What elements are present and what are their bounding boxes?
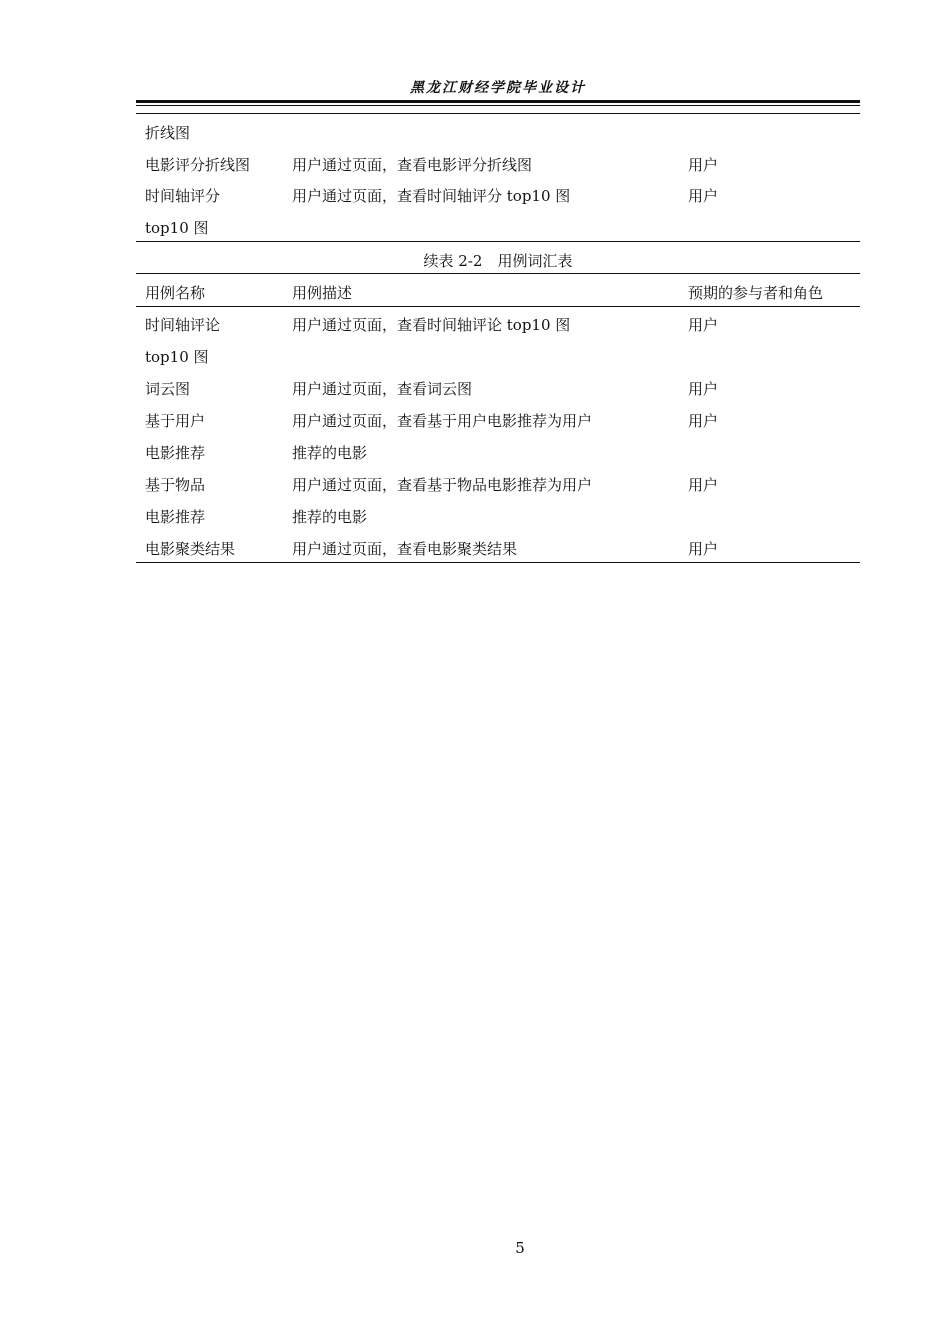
- header-rule-thin: [136, 105, 860, 106]
- table-row: [136, 180, 860, 212]
- table-row: [136, 373, 860, 405]
- cell-usecase-name: 基于物品: [145, 476, 206, 494]
- table-row: [136, 405, 860, 437]
- table-row: [136, 117, 860, 149]
- table-top-rule: [136, 113, 860, 114]
- table-row: [136, 437, 860, 469]
- table-bottom-rule: [136, 562, 860, 563]
- cell-usecase-desc: 用户通过页面，查看时间轴评分 top10 图: [292, 187, 571, 205]
- cell-usecase-name: top10 图: [145, 219, 209, 237]
- cell-usecase-name: 电影推荐: [145, 444, 206, 462]
- document-header-title: 黑龙江财经学院毕业设计: [410, 80, 586, 96]
- table-header-row: [136, 277, 860, 309]
- table-row: [136, 533, 860, 565]
- table-row: [136, 309, 860, 341]
- cell-usecase-name: 电影推荐: [145, 508, 206, 526]
- cell-usecase-name: 时间轴评论: [145, 316, 221, 334]
- cell-usecase-name: 电影评分折线图: [145, 156, 251, 174]
- table-row: [136, 212, 860, 244]
- cell-usecase-desc: 用户通过页面，查看电影聚类结果: [292, 540, 518, 558]
- cell-usecase-desc: 用户通过页面，查看电影评分折线图: [292, 156, 533, 174]
- cell-usecase-role: 用户: [688, 156, 719, 174]
- table-row: [136, 149, 860, 181]
- cell-usecase-desc: 推荐的电影: [292, 508, 368, 526]
- column-header-usecase-desc: 用例描述: [292, 284, 353, 302]
- cell-usecase-name: 折线图: [145, 124, 191, 142]
- table-row: [136, 501, 860, 533]
- cell-usecase-role: 用户: [688, 187, 719, 205]
- cell-usecase-role: 用户: [688, 316, 719, 334]
- header-rule-thick: [136, 100, 860, 103]
- cell-usecase-name: 时间轴评分: [145, 187, 221, 205]
- cell-usecase-desc: 用户通过页面，查看基于物品电影推荐为用户: [292, 476, 593, 494]
- cell-usecase-desc: 推荐的电影: [292, 444, 368, 462]
- cell-usecase-desc: 用户通过页面，查看时间轴评论 top10 图: [292, 316, 571, 334]
- cell-usecase-desc: 用户通过页面，查看词云图: [292, 380, 473, 398]
- table-top-rule: [136, 273, 860, 274]
- cell-usecase-name: 基于用户: [145, 412, 206, 430]
- cell-usecase-name: top10 图: [145, 348, 209, 366]
- column-header-role: 预期的参与者和角色: [688, 284, 824, 302]
- table-bottom-rule: [136, 241, 860, 242]
- cell-usecase-role: 用户: [688, 476, 719, 494]
- column-header-usecase-name: 用例名称: [145, 284, 206, 302]
- table-row: [136, 341, 860, 373]
- cell-usecase-name: 词云图: [145, 380, 191, 398]
- table-caption: 续表 2-2 用例词汇表: [423, 252, 573, 270]
- cell-usecase-name: 电影聚类结果: [145, 540, 236, 558]
- page-number: 5: [515, 1239, 525, 1257]
- table-row: [136, 469, 860, 501]
- cell-usecase-role: 用户: [688, 412, 719, 430]
- table-header-rule: [136, 306, 860, 307]
- cell-usecase-role: 用户: [688, 380, 719, 398]
- cell-usecase-role: 用户: [688, 540, 719, 558]
- cell-usecase-desc: 用户通过页面，查看基于用户电影推荐为用户: [292, 412, 593, 430]
